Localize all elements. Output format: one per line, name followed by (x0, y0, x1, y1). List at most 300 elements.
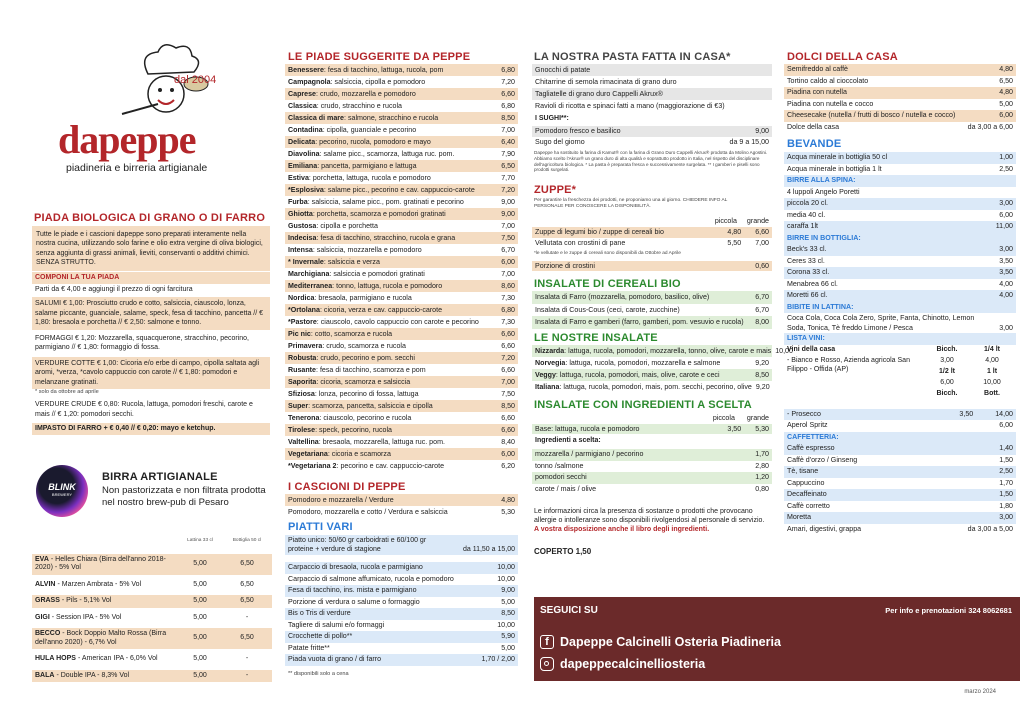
item-price: 1,70 (755, 450, 769, 458)
item-text: Mediterranea: tonno, lattuga, rucola e pomodoro (288, 282, 443, 290)
piada-item (285, 76, 518, 88)
piada-item (285, 112, 518, 124)
piada-item (285, 352, 518, 364)
bevanda-item (784, 478, 1016, 490)
item-text: Intensa: salsiccia, mozzarella e pomodoro (288, 246, 422, 254)
item-desc: Ceres 33 cl. (787, 256, 825, 265)
item-price: 10,00 (497, 563, 515, 571)
piatti-title: PIATTI VARI (288, 521, 353, 533)
item-desc: lonza, pecorino di fossa, lattuga (318, 390, 419, 398)
item-price: 1,50 (999, 490, 1013, 498)
beer-name (35, 672, 175, 681)
item-price: 8,60 (501, 282, 515, 290)
birra-title: BIRRA ARTIGIANALE (102, 471, 218, 483)
item-price: 6,70 (755, 293, 769, 301)
item-name: Vegetariana (288, 450, 328, 458)
item-price: 1,50 (999, 455, 1013, 464)
item-desc: salsiccia, mozzarella e pomodoro (316, 246, 422, 254)
spina-title (784, 175, 1016, 187)
item-price: 7,70 (501, 174, 515, 182)
piada-bio-title: PIADA BIOLOGICA DI GRANO O DI FARRO (34, 212, 266, 224)
item-desc: Semifreddo al caffè (787, 65, 848, 73)
item-desc: Tagliere di salumi e/o formaggi (288, 620, 385, 629)
beer-price-bottiglia: - (245, 671, 249, 679)
item-name: Primavera (288, 342, 323, 350)
item-price: 8,40 (501, 438, 515, 446)
price-small: 5,50 (727, 239, 742, 247)
item-text (535, 100, 725, 112)
item-text: Tenerona: ciauscolo, pecorino e rucola (288, 414, 412, 422)
item-price: 8,50 (501, 402, 515, 410)
piatto-item (285, 585, 518, 597)
bevanda-item (784, 489, 1016, 501)
item-desc: Caffè corretto (787, 501, 830, 510)
vini-header: Vini della casa (787, 345, 836, 353)
insalate-title: LE NOSTRE INSALATE (534, 332, 658, 344)
ingrediente-item (532, 449, 772, 461)
beer-price-bottiglia: - (245, 655, 249, 662)
beer-name-bold: EVA (35, 555, 49, 563)
beer-price-bottiglia: 6,50 (240, 597, 254, 604)
item-text: Gustosa: cipolla e porchetta (288, 222, 378, 230)
piada-item (285, 172, 518, 184)
dolce-item (784, 64, 1016, 76)
item-price: 6,60 (501, 426, 515, 434)
item-price: 9,20 (755, 359, 769, 367)
item-desc: ciauscolo, cavolo cappuccio con carote e pecorino (320, 318, 479, 326)
insalata-item (532, 345, 793, 357)
piada-item (285, 340, 518, 352)
item-price: 7,50 (501, 234, 515, 242)
sugo-item (532, 126, 772, 137)
item-desc: lattuga, rucola, pomodori, mozzarella, tonno, olive, carote e mais (568, 347, 772, 355)
price: 3,50 (959, 409, 974, 418)
bevanda-item (784, 198, 1016, 210)
bevanda-item (784, 210, 1016, 222)
beer-price-bottiglia: 6,50 (240, 634, 254, 642)
item-price: 7,00 (501, 378, 515, 386)
item-text (535, 238, 625, 249)
item-name: Benessere (288, 66, 324, 74)
item-name: *Vegetariana 2 (288, 462, 337, 470)
piade-list (285, 64, 518, 472)
vini-col: 1 lt (986, 367, 998, 375)
beer-name-bold: HULA HOPS (35, 655, 76, 662)
piada-item (285, 268, 518, 280)
item-price: 3,00 (999, 199, 1013, 207)
spina-sub-text: 4 luppoli Angelo Poretti (787, 187, 860, 196)
item-desc: Fesa di tacchino, ins. mista e parmigiano (288, 586, 417, 594)
item-price: 1,00 (999, 153, 1013, 161)
item-price: 9,20 (755, 383, 770, 391)
sughi-label: I SUGHI**: (535, 115, 569, 122)
item-price: da 9 a 15,00 (729, 138, 769, 146)
item-desc: Beck's 33 cl. (787, 245, 827, 253)
item-text (535, 227, 664, 238)
cereali-title: INSALATE DI CEREALI BIO (534, 278, 681, 290)
item-name: Veggy (535, 371, 556, 379)
item-text (535, 137, 585, 148)
item-price: 5,00 (999, 99, 1013, 108)
caffetteria-title (784, 432, 1016, 444)
beer-table (32, 535, 272, 686)
item-price: 8,00 (755, 318, 769, 326)
item-desc: Dolce della casa (787, 122, 840, 131)
beer-name (35, 556, 175, 573)
item-text: Pic nic: cotto, scamorza e rucola (288, 330, 393, 338)
item-price: 6,60 (501, 342, 515, 350)
item-desc: Acqua minerale in bottiglia 50 cl (787, 153, 888, 161)
item-desc: Tortino caldo al cioccolato (787, 76, 869, 85)
piada-item (285, 256, 518, 268)
item-text: Valtellina: bresaola, mozzarella, lattuga ruc. pom. (288, 438, 445, 446)
beer-desc: - Double IPA - 8,3% Vol (56, 671, 130, 679)
item-text (288, 608, 351, 620)
verdure-cotte-text: VERDURE COTTE € 1,00: Cicoria e/o erbe di campo, cipolla saltata agli aromi, *verza, *cavolo cappuccio con carote // € 1,80: pomodori e melanzane gratinati. (32, 357, 270, 390)
item-price: 7,00 (501, 222, 515, 230)
beer-price-bottiglia: - (245, 613, 249, 621)
item-text (288, 631, 352, 643)
item-price: 2,80 (755, 461, 769, 470)
piada-item (285, 220, 518, 232)
info-label: Per info e prenotazioni 324 8062681 (885, 606, 1012, 615)
item-name: Saporita (288, 378, 317, 386)
item-desc: Pomodoro, mozzarella e cotto / Verdura e salsiccia (288, 508, 448, 516)
bevanda-item (784, 290, 1016, 302)
bevanda-item (784, 221, 1016, 233)
item-price: 3,00 (999, 245, 1013, 253)
item-price: 6,80 (501, 102, 515, 110)
beer-desc: - American IPA - 6,0% Vol (77, 655, 158, 662)
pasta-item (532, 64, 772, 76)
item-name: Nizzarda (535, 347, 565, 355)
beer-row (32, 612, 272, 625)
item-text: Diavolina: salame picc., scamorza, lattuga ruc. pom. (288, 150, 455, 158)
item-price: 7,30 (501, 318, 515, 326)
price-large: 7,00 (755, 239, 769, 247)
item-desc: cicoria, verza e cav. cappuccio-carote (323, 306, 443, 314)
pasta-item (532, 100, 772, 112)
item-desc: salame picc., scamorza, lattuga ruc. pom. (323, 150, 455, 158)
cereali-item (532, 291, 772, 304)
item-price: 4,80 (999, 65, 1013, 73)
item-desc: salsiccia e verza (327, 258, 380, 266)
item-desc: salmone, stracchino e rucola (347, 114, 439, 122)
item-desc: Piada vuota di grano / di farro (288, 655, 382, 663)
item-text (787, 76, 868, 88)
item-name: Campagnola (288, 78, 331, 86)
bevanda-item (784, 267, 1016, 279)
piada-item (285, 88, 518, 100)
item-desc: Decaffeinato (787, 490, 827, 498)
cascioni-list (285, 494, 518, 518)
formaggi-text: FORMAGGI € 1,20: Mozzarella, squacquerone, stracchino, pecorino, parmigiano // € 1,80: formaggio di fossa. (35, 334, 249, 351)
piada-item (285, 376, 518, 388)
beer-price-lattina: 5,00 (193, 559, 207, 567)
item-text (535, 126, 621, 137)
item-text (787, 87, 847, 99)
item-text: Tirolese: speck, pecorino, rucola (288, 426, 392, 434)
piatto-item (285, 654, 518, 666)
pasta-title: LA NOSTRA PASTA FATTA IN CASA* (534, 51, 731, 63)
item-text (535, 76, 677, 88)
item-desc: Carpaccio di salmone affumicato, rucola e pomodoro (288, 574, 454, 583)
facebook-link[interactable]: f Dapeppe Calcinelli Osteria Piadineria (540, 635, 781, 649)
facebook-icon: f (540, 635, 554, 649)
item-text: Rusante: fesa di tacchino, scamorza e pom (288, 366, 426, 374)
lattina-desc: Coca Cola, Coca Cola Zero, Sprite, Fanta, Chinotto, Lemon Soda, Tonica, Tè freddo Limone / Pesca (787, 314, 975, 332)
item-text (535, 88, 663, 100)
item-text (288, 494, 394, 506)
allergeni-text: Le informazioni circa la presenza di sostanze o prodotti che provocano allergie o intolleranze sono disponibili rivolgendosi al personale di servizio. (534, 508, 765, 524)
piada-item (285, 208, 518, 220)
piada-intro: Tutte le piade e i cascioni dapeppe sono preparati interamente nella nostra cucina, utilizzando solo farine e olio extra vergine di oliva biologici, senza aggiunta di grassi animali, lieviti, conservanti o additivi chimici. SENZA STRUTTO. (36, 231, 263, 266)
cascione-item (285, 494, 518, 506)
beer-price-bottiglia: 6,50 (240, 580, 254, 588)
item-text (535, 472, 587, 484)
head-text: LISTA VINI: (787, 334, 825, 342)
item-desc: caraffa 1lt (787, 222, 819, 230)
item-price: 0,80 (755, 484, 769, 493)
piada-item (285, 184, 518, 196)
item-desc: Cappuccino (787, 478, 825, 487)
item-name: Classica (288, 102, 317, 110)
item-price: 4,00 (999, 291, 1013, 299)
item-desc: ciauscolo, pecorino e rucola (323, 414, 412, 422)
item-price: 6,50 (501, 162, 515, 170)
beer-row (32, 628, 272, 649)
beer-desc: - Helles Chiara (Birra dell'anno 2018-2020) - 5% Vol (35, 555, 166, 571)
bevanda-item (784, 164, 1016, 176)
piatto-item (285, 643, 518, 655)
piatto-item (285, 574, 518, 586)
item-price: 1,80 (999, 501, 1013, 510)
aperol-row (784, 420, 1016, 432)
item-name: Italiana (535, 383, 560, 391)
item-name: Intensa (288, 246, 313, 254)
item-desc: media 40 cl. (787, 210, 826, 219)
item-text (535, 64, 590, 76)
head-text: BIBITE IN LATTINA: (787, 302, 854, 311)
cereali-item (532, 316, 772, 329)
item-desc: lattuga, rucola, pomodori, mozzarella e salmone (569, 359, 721, 367)
item-price: 8,50 (755, 371, 769, 379)
item-price: 1,20 (755, 473, 769, 481)
zuppe-note2: *le vellutate e le zuppe di cereali sono disponibili da Ottobre ad Aprile (534, 251, 681, 256)
piada-item (285, 424, 518, 436)
piada-item (285, 436, 518, 448)
item-price: 6,20 (501, 462, 515, 470)
piada-item (285, 460, 518, 472)
item-desc: cicoria, scamorza e salsiccia (320, 378, 411, 386)
scelta-list (532, 449, 772, 495)
bevanda-item (784, 455, 1016, 467)
item-desc: lattuga, rucola, pomodori, mais, olive, carote e ceci (559, 371, 720, 379)
zuppe-list (532, 227, 772, 249)
item-prices (723, 238, 769, 249)
cascione-item (285, 506, 518, 518)
item-text (787, 110, 955, 122)
item-text: Delicata: pecorino, rucola, pomodoro e mayo (288, 138, 431, 146)
item-price: 5,00 (501, 643, 515, 652)
piada-item (285, 316, 518, 328)
item-desc: Piadina con nutella (787, 88, 847, 96)
item-desc: pecorino, rucola, pomodoro e mayo (319, 138, 431, 146)
item-name: Tenerona (288, 414, 320, 422)
piada-item (285, 304, 518, 316)
item-desc: Caffè d'orzo / Ginseng (787, 455, 858, 464)
piada-item (285, 148, 518, 160)
since-label: dal 2004 (174, 74, 217, 86)
pasta-list (532, 64, 772, 112)
vini-col: Bott. (984, 389, 1000, 397)
item-text: *Pastore: ciauscolo, cavolo cappuccio con carote e pecorino (288, 318, 479, 326)
item-price: 9,00 (501, 198, 515, 206)
item-text (535, 484, 596, 496)
piada-item (285, 364, 518, 376)
item-name: Marchigiana (288, 270, 330, 278)
prosecco: - Prosecco (787, 409, 821, 418)
item-text: Robusta: crudo, pecorino e pom. secchi (288, 354, 415, 362)
item-name: Furba (288, 198, 308, 206)
item-name: Valtellina (288, 438, 319, 446)
item-desc: Sugo del giorno (535, 138, 585, 146)
item-desc: Chitarrine di semola rimacinata di grano duro (535, 78, 677, 86)
item-price: 9,00 (501, 586, 515, 594)
item-desc: pecorino e cav. cappuccio-carote (340, 462, 445, 470)
item-price: 10,00 (497, 620, 515, 629)
bevanda-item (784, 443, 1016, 455)
item-desc: Vellutata con crostini di pane (535, 239, 626, 247)
item-name: Super (288, 402, 309, 410)
item-price: 8,50 (501, 609, 515, 617)
item-desc: crudo, scamorza e rucola (326, 342, 406, 350)
item-desc: fesa di tacchino, scamorza e pom (319, 366, 426, 374)
item-price: 2,50 (999, 467, 1013, 475)
beer-desc: - Bock Doppio Malto Rossa (Birra dell'anno 2020) - 6,7% Vol (35, 630, 167, 646)
item-price: 10,00 (775, 347, 793, 355)
item-desc: cipolla, guanciale e pecorino (326, 126, 417, 134)
item-name: Gustosa (288, 222, 317, 230)
item-price: 7,00 (501, 126, 515, 134)
item-desc: Carpaccio di bresaola, rucola e parmigiano (288, 563, 423, 571)
instagram-icon (540, 657, 554, 671)
scelta-title: INSALATE CON INGREDIENTI A SCELTA (534, 399, 752, 411)
beer-row (32, 670, 272, 683)
bevanda-item (784, 512, 1016, 524)
item-price: 9,00 (755, 127, 769, 135)
beer-price-lattina: 5,00 (193, 671, 207, 679)
item-price: da 3,00 a 5,00 (967, 524, 1013, 533)
item-price: 6,40 (501, 138, 515, 146)
ingrediente-item (532, 461, 772, 473)
cascioni-title: I CASCIONI DI PEPPE (288, 481, 406, 493)
item-desc: cotto, scamorza e rucola (314, 330, 393, 338)
allergeni-text-2: A vostra disposizione anche il libro degli ingredienti. (534, 526, 710, 533)
item-text: Super: scamorza, pancetta, salsiccia e cipolla (288, 402, 433, 410)
impasto-text: IMPASTO DI FARRO + € 0,40 // € 0,20: mayo e ketchup. (32, 423, 270, 435)
beer-name-bold: BECCO (35, 630, 61, 637)
item-text: Classica di mare: salmone, stracchino e rucola (288, 114, 439, 122)
item-text (288, 620, 384, 632)
price: 14,00 (995, 409, 1013, 418)
item-desc: tonno, lattuga, rucola e pomodoro (336, 282, 443, 290)
instagram-link[interactable]: dapeppecalcinelliosteria (540, 657, 705, 671)
item-price: 7,20 (501, 186, 515, 194)
vini-col: Bicch. (936, 389, 958, 397)
bevanda-item (784, 256, 1016, 268)
beer-price-lattina: 5,00 (193, 613, 207, 621)
cereali-item (532, 304, 772, 317)
item-desc: porchetta, scamorza e pomodori gratinati (316, 210, 446, 218)
beer-name-bold: BALA (35, 671, 55, 679)
item-desc: pancetta, parmigiano e lattuga (321, 162, 417, 170)
item-desc: pomodori secchi (535, 473, 587, 481)
piada-item (285, 124, 518, 136)
item-name: * Invernale (288, 258, 324, 266)
item-price: 7,00 (501, 270, 515, 278)
item-desc: carote / mais / olive (535, 484, 597, 493)
item-text (288, 654, 381, 666)
piada-item (285, 412, 518, 424)
item-desc: fesa di tacchino, stracchino, rucola e grana (320, 234, 456, 242)
item-price: 11,00 (995, 222, 1013, 230)
beer-name-bold: ALVIN (35, 580, 56, 588)
item-name: Tirolese (288, 426, 316, 434)
parti-text: Parti da € 4,00 e aggiungi il prezzo di ogni farcitura (35, 285, 193, 293)
item-text: Contadina: cipolla, guanciale e pecorino (288, 126, 417, 134)
piatti-note: ** disponibili solo a cena (288, 671, 349, 677)
sughi-list (532, 126, 772, 148)
item-price: 3,50 (999, 256, 1013, 265)
item-name: Mediterranea (288, 282, 333, 290)
item-name: Contadina (288, 126, 323, 134)
item-text: Estiva: porchetta, lattuga, rucola e pomodoro (288, 174, 431, 182)
pasta-item (532, 76, 772, 88)
item-price: 6,80 (501, 306, 515, 314)
item-price: 1,70 (999, 478, 1013, 487)
item-text: * Invernale: salsiccia e verza (288, 258, 380, 266)
beer-name (35, 597, 175, 606)
item-desc: Crocchette di pollo** (288, 632, 353, 640)
item-desc: salsiccia, cipolla e pomodoro (334, 78, 426, 86)
verdure-note: * solo da ottobre ad aprile (35, 389, 99, 395)
item-desc: Cheesecake (nutella / frutti di bosco / nutella e cocco) (787, 111, 956, 119)
piada-item (285, 196, 518, 208)
beer-price-lattina: 5,00 (193, 655, 207, 662)
beer-name (35, 581, 175, 590)
piada-item (285, 244, 518, 256)
item-desc: Corona 33 cl. (787, 268, 830, 276)
piada-item (285, 100, 518, 112)
beer-row (32, 579, 272, 592)
item-text: Classica: crudo, stracchino e rucola (288, 102, 402, 110)
item-text: Emiliana: pancetta, parmigiano e lattuga (288, 162, 417, 170)
item-price: 9,00 (501, 210, 515, 218)
item-desc: Menabrea 66 cl. (787, 279, 838, 288)
col-bottiglia: Bottiglia 50 cl (232, 538, 262, 543)
zuppa-item (532, 227, 772, 238)
sugo-item (532, 137, 772, 148)
item-name: *Pastore (288, 318, 317, 326)
item-desc: Pomodoro fresco e basilico (535, 127, 621, 135)
item-text: Benessere: fesa di tacchino, lattuga, rucola, pom (288, 66, 444, 74)
beer-desc: - Session IPA - 5% Vol (51, 613, 122, 621)
bevanda-item (784, 152, 1016, 164)
item-price: da 3,00 a 6,00 (967, 122, 1013, 131)
crostini-row: Porzione di crostini 0,60 (532, 261, 772, 271)
item-name: Estiva (288, 174, 309, 182)
